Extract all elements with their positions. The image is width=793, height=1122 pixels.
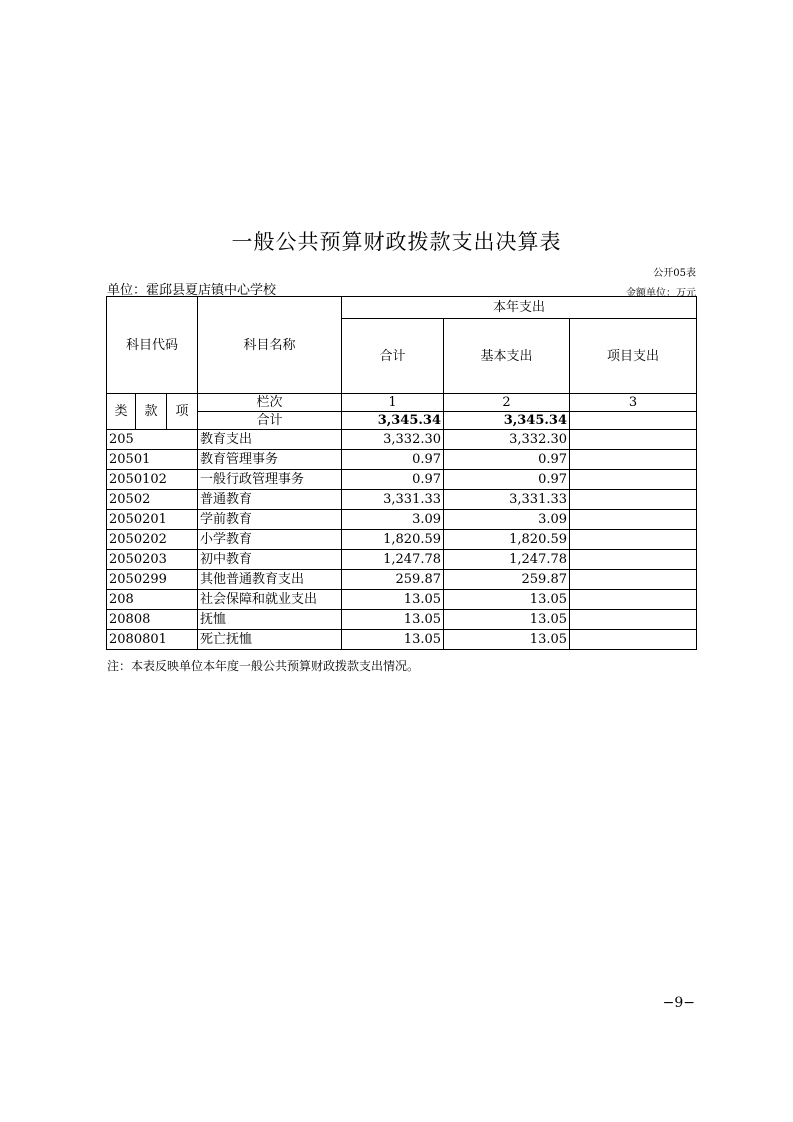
row-total: 3,331.33 <box>342 490 444 510</box>
row-project <box>570 570 697 590</box>
table-row <box>107 490 697 510</box>
row-code: 2050202 <box>107 530 198 550</box>
row-total: 0.97 <box>342 470 444 490</box>
page-title: 一般公共预算财政拨款支出决算表 <box>231 230 562 254</box>
form-code: 公开05表 <box>653 268 696 279</box>
row-code: 2080801 <box>107 630 198 650</box>
table-row <box>107 630 697 650</box>
page-number: −9− <box>662 995 695 1011</box>
table-row <box>107 530 697 550</box>
total-row-project <box>570 412 697 430</box>
row-name: 小学教育 <box>198 530 342 550</box>
header-basic: 基本支出 <box>444 319 570 394</box>
row-code: 20502 <box>107 490 198 510</box>
row-name: 一般行政管理事务 <box>198 470 342 490</box>
row-total: 3.09 <box>342 510 444 530</box>
row-code: 20501 <box>107 450 198 470</box>
col-index-3: 3 <box>570 394 697 412</box>
row-total: 1,247.78 <box>342 550 444 570</box>
table-row <box>107 450 697 470</box>
row-project <box>570 630 697 650</box>
row-basic: 3,331.33 <box>444 490 570 510</box>
row-project <box>570 430 697 450</box>
col-index-1: 1 <box>342 394 444 412</box>
row-name: 教育管理事务 <box>198 450 342 470</box>
row-code: 208 <box>107 590 198 610</box>
header-category: 类 <box>107 394 136 430</box>
row-code: 20808 <box>107 610 198 630</box>
row-project <box>570 530 697 550</box>
row-basic: 1,820.59 <box>444 530 570 550</box>
row-name: 初中教育 <box>198 550 342 570</box>
total-row-total: 3,345.34 <box>342 412 444 430</box>
row-code: 205 <box>107 430 198 450</box>
col-index-2: 2 <box>444 394 570 412</box>
row-basic: 13.05 <box>444 630 570 650</box>
total-row-basic: 3,345.34 <box>444 412 570 430</box>
total-row-label: 合计 <box>198 412 342 430</box>
table-note: 注：本表反映单位本年度一般公共预算财政拨款支出情况。 <box>107 659 420 673</box>
row-project <box>570 510 697 530</box>
row-total: 13.05 <box>342 590 444 610</box>
row-basic: 3.09 <box>444 510 570 530</box>
table-row <box>107 590 697 610</box>
row-total: 13.05 <box>342 630 444 650</box>
row-total: 1,820.59 <box>342 530 444 550</box>
table-row <box>107 570 697 590</box>
header-project: 项目支出 <box>570 319 697 394</box>
header-subject-name: 科目名称 <box>198 297 342 394</box>
row-total: 0.97 <box>342 450 444 470</box>
expenditure-table <box>106 296 697 650</box>
row-name: 教育支出 <box>198 430 342 450</box>
unit-label: 单位：霍邱县夏店镇中心学校 <box>107 283 277 298</box>
table-row <box>107 470 697 490</box>
table-row <box>107 550 697 570</box>
row-basic: 0.97 <box>444 450 570 470</box>
row-basic: 0.97 <box>444 470 570 490</box>
row-total: 13.05 <box>342 610 444 630</box>
header-item: 项 <box>167 394 198 430</box>
header-subject-code: 科目代码 <box>107 297 198 394</box>
row-name: 社会保障和就业支出 <box>198 590 342 610</box>
row-name: 抚恤 <box>198 610 342 630</box>
row-project <box>570 590 697 610</box>
table-row <box>107 430 697 450</box>
row-code: 2050201 <box>107 510 198 530</box>
row-basic: 1,247.78 <box>444 550 570 570</box>
row-project <box>570 610 697 630</box>
row-name: 学前教育 <box>198 510 342 530</box>
amount-unit: 金额单位：万元 <box>626 288 696 299</box>
row-basic: 259.87 <box>444 570 570 590</box>
row-name: 普通教育 <box>198 490 342 510</box>
header-total: 合计 <box>342 319 444 394</box>
row-code: 2050203 <box>107 550 198 570</box>
row-name: 死亡抚恤 <box>198 630 342 650</box>
table-row <box>107 510 697 530</box>
row-project <box>570 490 697 510</box>
header-column-index: 栏次 <box>198 394 342 412</box>
row-project <box>570 470 697 490</box>
row-basic: 13.05 <box>444 590 570 610</box>
table-row <box>107 610 697 630</box>
row-total: 3,332.30 <box>342 430 444 450</box>
row-total: 259.87 <box>342 570 444 590</box>
row-code: 2050299 <box>107 570 198 590</box>
header-annual-expenditure: 本年支出 <box>342 297 697 319</box>
row-code: 2050102 <box>107 470 198 490</box>
row-basic: 13.05 <box>444 610 570 630</box>
row-project <box>570 450 697 470</box>
row-basic: 3,332.30 <box>444 430 570 450</box>
header-section: 款 <box>136 394 167 430</box>
row-name: 其他普通教育支出 <box>198 570 342 590</box>
row-project <box>570 550 697 570</box>
